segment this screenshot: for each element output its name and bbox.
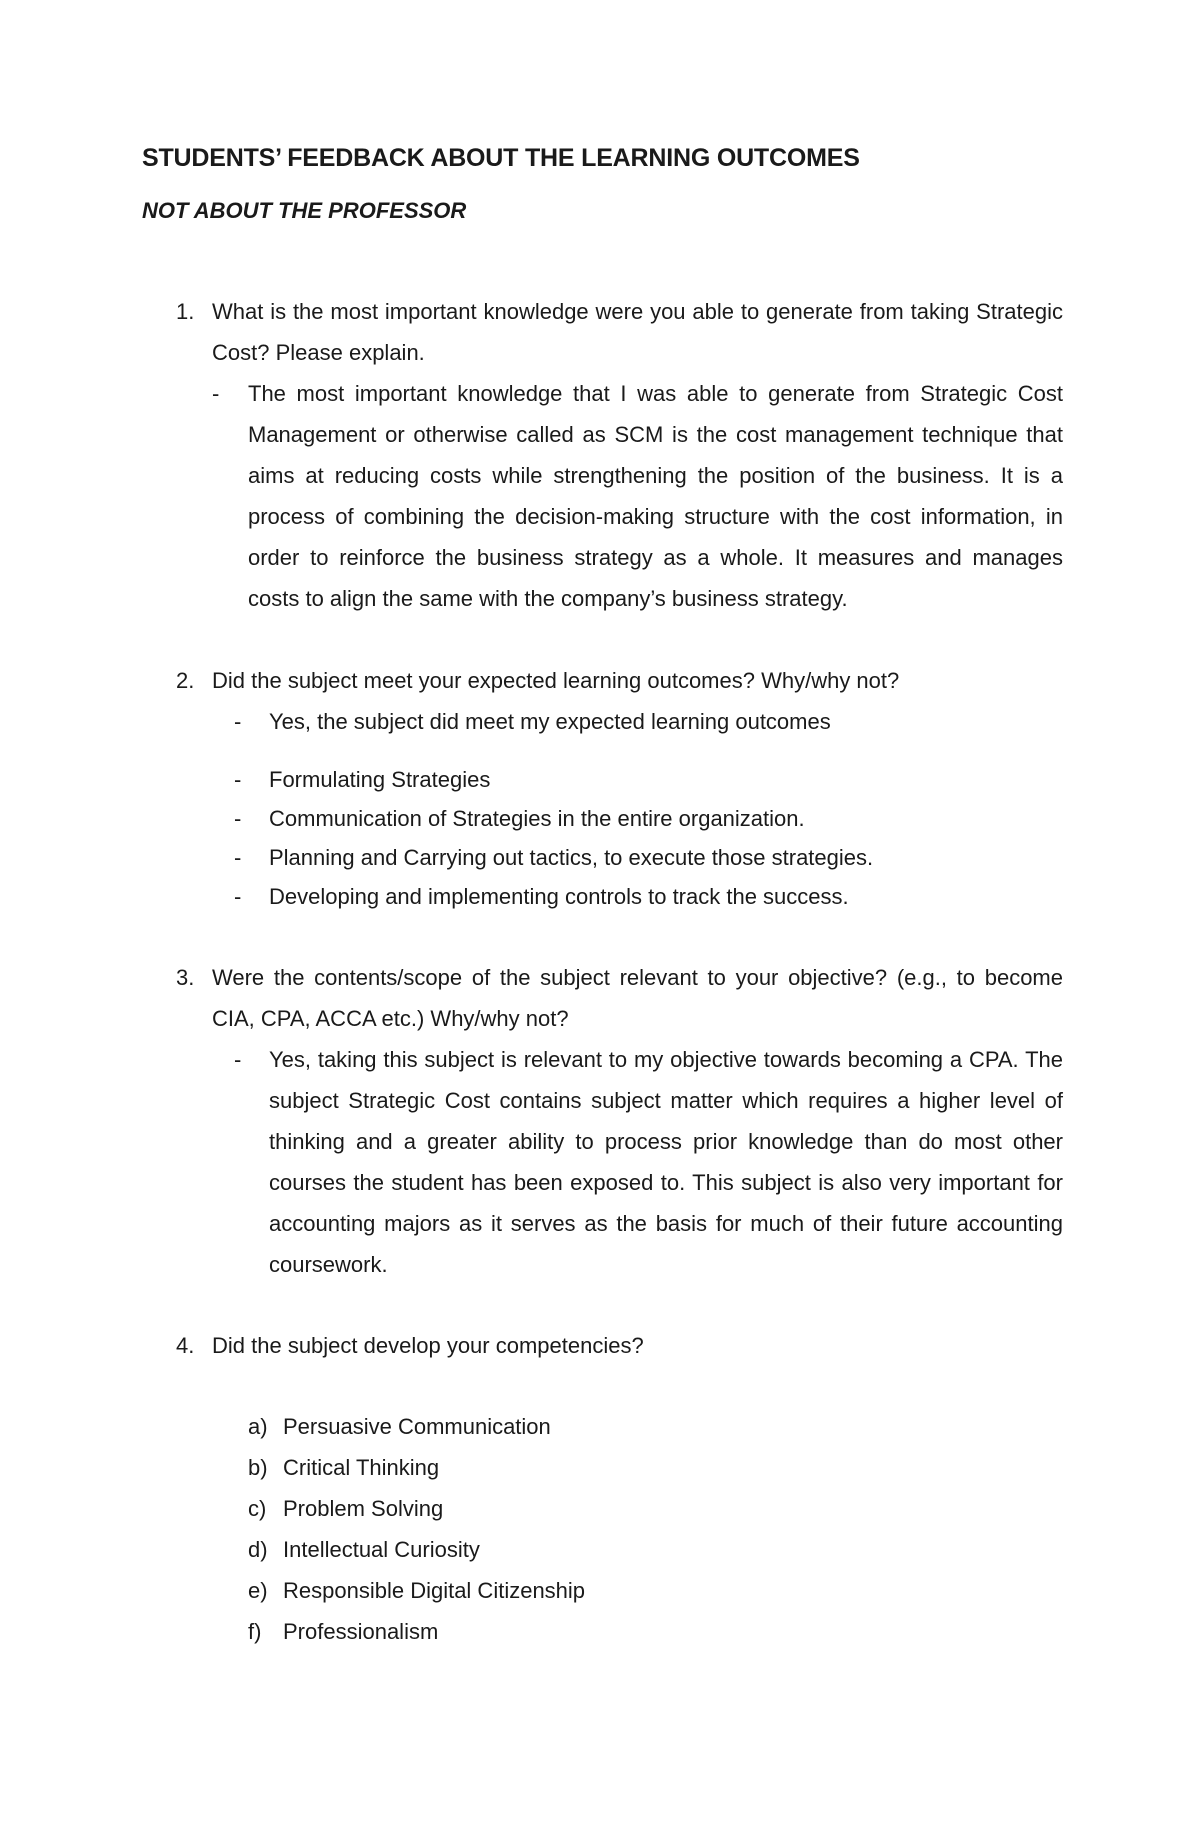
document-title: STUDENTS’ FEEDBACK ABOUT THE LEARNING OUTCOMES	[142, 144, 860, 172]
competency-f-label: Professionalism	[283, 1619, 439, 1644]
answer-2-3-text: Communication of Strategies in the entire organization.	[269, 806, 805, 831]
answer-2-1-text: Yes, the subject did meet my expected learning outcomes	[269, 709, 831, 734]
competency-d-letter: d)	[248, 1537, 268, 1562]
competency-b-label: Critical Thinking	[283, 1455, 440, 1480]
answer-2-5-text: Developing and implementing controls to track the success.	[269, 884, 849, 909]
competency-f-letter: f)	[248, 1619, 262, 1644]
answer-3-dash: -	[234, 1047, 242, 1072]
competency-e-letter: e)	[248, 1578, 268, 1603]
competency-b-letter: b)	[248, 1455, 268, 1480]
competency-a-label: Persuasive Communication	[283, 1414, 551, 1439]
competency-c-letter: c)	[248, 1496, 267, 1521]
answer-2-1-dash: -	[234, 709, 242, 734]
question-2-number: 2.	[176, 668, 195, 693]
question-1-number: 1.	[176, 299, 195, 324]
competency-a-letter: a)	[248, 1414, 268, 1439]
answer-2-4-dash: -	[234, 845, 242, 870]
question-3-number: 3.	[176, 965, 195, 990]
competency-e-label: Responsible Digital Citizenship	[283, 1578, 586, 1603]
question-3-text: Were the contents/scope of the subject relevant to your objective? (e.g., to become CIA, CPA, ACCA etc.) Why/why not?	[212, 965, 1063, 1031]
answer-2-2-dash: -	[234, 767, 242, 792]
answer-2-5-dash: -	[234, 884, 242, 909]
question-4-number: 4.	[176, 1333, 195, 1358]
answer-2-2-text: Formulating Strategies	[269, 767, 491, 792]
question-1-text: What is the most important knowledge were you able to generate from taking Strategic Cost? Please explain.	[212, 299, 1063, 365]
question-2-text: Did the subject meet your expected learning outcomes? Why/why not?	[212, 668, 900, 693]
competency-d-label: Intellectual Curiosity	[283, 1537, 480, 1562]
question-4-text: Did the subject develop your competencies?	[212, 1333, 644, 1358]
answer-1-text: The most important knowledge that I was able to generate from Strategic Cost Management or otherwise called as SCM is the cost management technique that aims at reducing costs while strengthening the position of the business. It is a process of combining the decision-making structure with the cost information, in order to reinforce the business strategy as a whole. It measures and manages costs to align the same with the company’s business strategy.	[248, 381, 1063, 611]
answer-1-dash: -	[212, 381, 220, 406]
answer-2-4-text: Planning and Carrying out tactics, to execute those strategies.	[269, 845, 874, 870]
document-subtitle: NOT ABOUT THE PROFESSOR	[142, 198, 467, 223]
answer-3-text: Yes, taking this subject is relevant to my objective towards becoming a CPA. The subject Strategic Cost contains subject matter which requires a higher level of thinking and a greater ability to process prior knowledge than do most other courses the student has been exposed to. This subject is also very important for accounting majors as it serves as the basis for much of their future accounting coursework.	[269, 1047, 1063, 1277]
answer-2-3-dash: -	[234, 806, 242, 831]
competency-c-label: Problem Solving	[283, 1496, 444, 1521]
